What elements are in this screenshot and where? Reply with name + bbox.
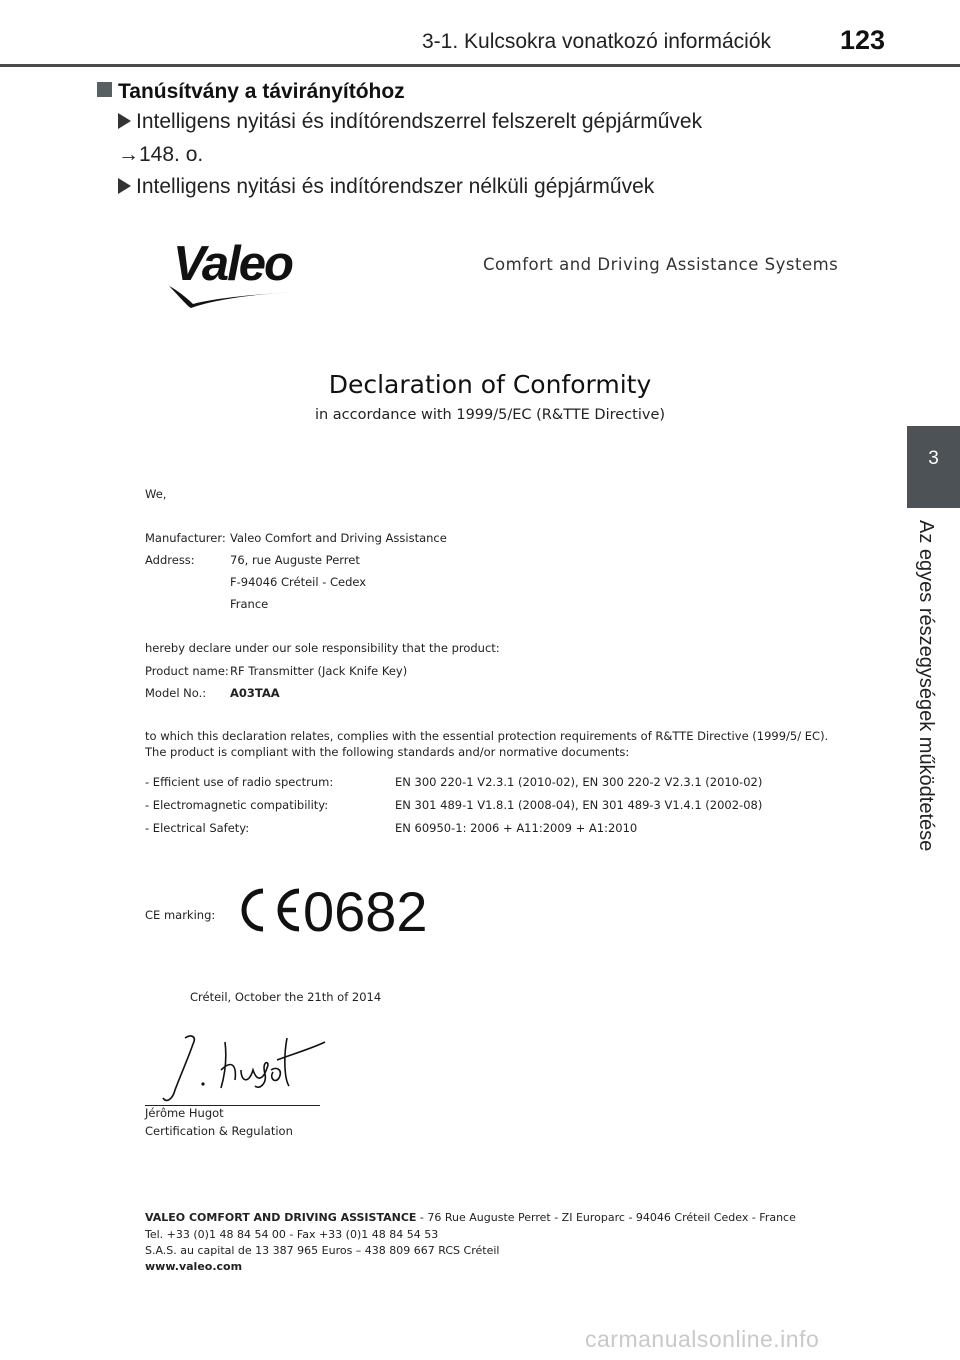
header-rule: [0, 64, 960, 67]
signatory-name: Jérôme Hugot: [145, 1106, 224, 1120]
chapter-tab: [907, 426, 960, 508]
signature-icon: [145, 1030, 335, 1110]
bullet-item-smart-entry: [118, 110, 702, 134]
watermark: carmanualsonline.info: [585, 1326, 820, 1352]
signatory-title: Certification & Regulation: [145, 1124, 293, 1138]
standard-label: - Electromagnetic compatibility:: [145, 798, 329, 812]
document-title: Declaration of Conformity: [328, 370, 652, 399]
square-bullet-icon: [97, 82, 112, 97]
ce-mark-icon: [233, 883, 305, 937]
standard-value: EN 301 489-1 V1.8.1 (2008-04), EN 301 489-3 V1.4.1 (2002-08): [395, 798, 763, 812]
footer-address: - 76 Rue Auguste Perret - ZI Europarc - 94046 Créteil Cedex - France: [416, 1211, 796, 1224]
standard-value: EN 300 220-1 V2.3.1 (2010-02), EN 300 220-2 V2.3.1 (2010-02): [395, 775, 763, 789]
we-line: We,: [145, 487, 167, 501]
document-subtitle: in accordance with 1999/5/EC (R&TTE Directive): [314, 407, 666, 423]
header-title: 3-1. Kulcsokra vonatkozó információk: [422, 30, 771, 53]
bullet-text: Intelligens nyitási és indítórendszerrel felszerelt gépjárművek: [136, 110, 703, 133]
logo-text: Valeo: [173, 237, 292, 291]
chapter-number: 3: [928, 448, 939, 469]
page-reference: →148. o.: [118, 143, 204, 166]
section-heading-text: Tanúsítvány a távirányítóhoz: [118, 80, 405, 103]
notified-body-number: 0682: [303, 880, 428, 943]
footer-capital: S.A.S. au capital de 13 387 965 Euros – 438 809 667 RCS Créteil: [145, 1244, 500, 1257]
compliance-statement: to which this declaration relates, complies with the essential protection requirements of R&TTE Directive (1999/5/ EC).: [145, 729, 829, 743]
address-line: F-94046 Créteil - Cedex: [230, 575, 367, 589]
logo-swoosh-icon: [167, 282, 307, 312]
product-name-label: Product name:: [145, 664, 229, 678]
manufacturer-value: Valeo Comfort and Driving Assistance: [230, 531, 447, 545]
chapter-title: Az egyes részegységek működtetése: [915, 520, 937, 852]
product-name-value: RF Transmitter (Jack Knife Key): [230, 664, 408, 678]
ce-marking-label: CE marking:: [145, 908, 216, 922]
address-line: 76, rue Auguste Perret: [230, 553, 360, 567]
footer-company-line: [145, 1211, 796, 1224]
model-value: A03TAA: [230, 686, 280, 700]
bullet-text: Intelligens nyitási és indítórendszer nélküli gépjárművek: [136, 175, 655, 198]
footer-website: www.valeo.com: [145, 1260, 243, 1273]
bullet-item-no-smart-entry: [118, 175, 654, 199]
manufacturer-label: Manufacturer:: [145, 531, 226, 545]
section-heading: [97, 80, 405, 104]
place-date: Créteil, October the 21th of 2014: [190, 990, 382, 1004]
address-line: France: [230, 597, 269, 611]
page-number: 123: [840, 25, 886, 55]
triangle-bullet-icon: [118, 113, 131, 129]
footer-company: VALEO COMFORT AND DRIVING ASSISTANCE: [145, 1211, 417, 1224]
compliance-statement: The product is compliant with the following standards and/or normative documents:: [145, 745, 630, 759]
triangle-bullet-icon: [118, 178, 131, 194]
valeo-logo: [167, 230, 317, 315]
standard-label: - Efficient use of radio spectrum:: [145, 775, 334, 789]
company-division: Comfort and Driving Assistance Systems: [483, 255, 839, 274]
standard-value: EN 60950-1: 2006 + A11:2009 + A1:2010: [395, 821, 638, 835]
declare-statement: hereby declare under our sole responsibility that the product:: [145, 641, 500, 655]
model-label: Model No.:: [145, 686, 207, 700]
standard-label: - Electrical Safety:: [145, 821, 250, 835]
footer-tel: Tel. +33 (0)1 48 84 54 00 - Fax +33 (0)1 48 84 54 53: [145, 1228, 439, 1241]
declaration-of-conformity: [125, 215, 845, 1295]
address-label: Address:: [145, 553, 195, 567]
